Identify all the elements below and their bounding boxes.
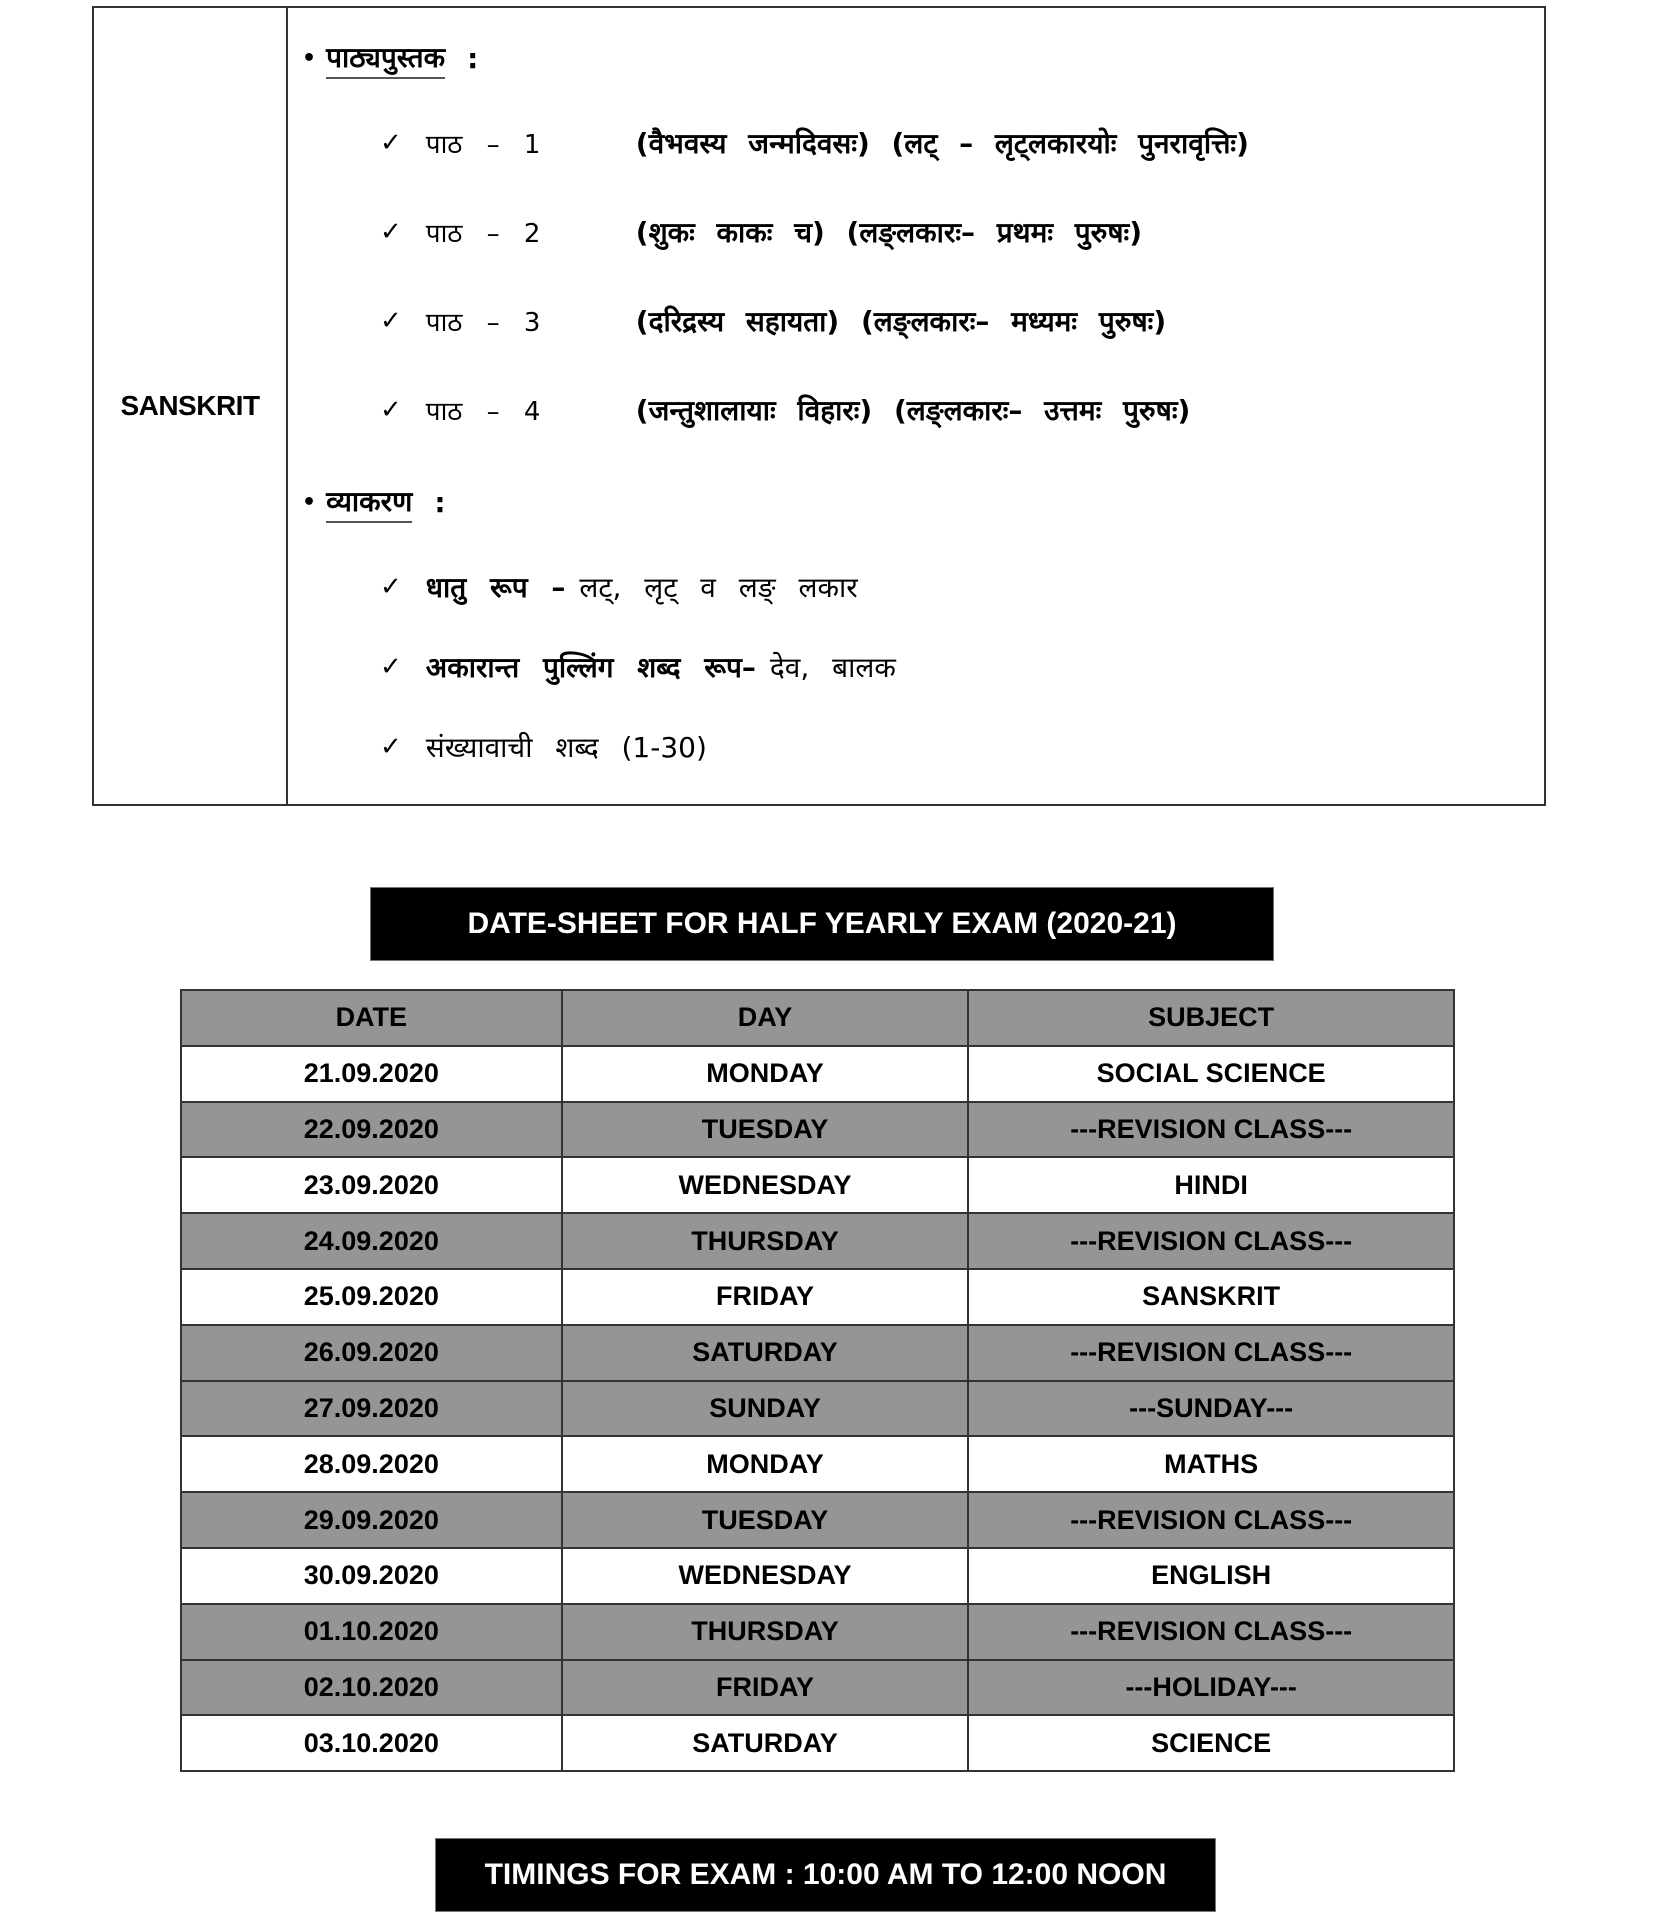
textbook-heading: • पाठ्यपुस्तक : bbox=[302, 38, 478, 79]
lesson-item bbox=[380, 124, 1249, 162]
table-row bbox=[181, 1604, 1454, 1660]
lesson-label: पाठ – 3 bbox=[425, 308, 541, 338]
datesheet-table bbox=[180, 989, 1455, 1772]
datesheet-title: DATE-SHEET FOR HALF YEARLY EXAM (2020-21) bbox=[370, 887, 1274, 961]
table-row bbox=[181, 1548, 1454, 1604]
lesson-label: पाठ – 4 bbox=[425, 397, 541, 427]
cell-subject: ---SUNDAY--- bbox=[968, 1381, 1454, 1437]
bullet-icon: • bbox=[302, 46, 317, 71]
table-row bbox=[181, 1046, 1454, 1102]
grammar-item: ✓ धातु रूप – लट्, लृट् व लङ् लकार bbox=[380, 571, 858, 604]
grammar-item: ✓ अकारान्त पुल्लिंग शब्द रूप– देव, बालक bbox=[380, 651, 896, 684]
check-icon: ✓ bbox=[380, 128, 402, 158]
cell-day: MONDAY bbox=[562, 1436, 969, 1492]
check-icon: ✓ bbox=[380, 395, 402, 425]
cell-subject: ---REVISION CLASS--- bbox=[968, 1102, 1454, 1158]
cell-subject: MATHS bbox=[968, 1436, 1454, 1492]
table-row bbox=[181, 1381, 1454, 1437]
syllabus-content bbox=[288, 8, 1544, 804]
table-row bbox=[181, 1436, 1454, 1492]
table-row bbox=[181, 1102, 1454, 1158]
cell-subject: ---REVISION CLASS--- bbox=[968, 1325, 1454, 1381]
check-icon: ✓ bbox=[380, 652, 402, 682]
cell-day: TUESDAY bbox=[562, 1492, 969, 1548]
cell-day: TUESDAY bbox=[562, 1102, 969, 1158]
textbook-heading-text: पाठ्यपुस्तक bbox=[326, 38, 445, 79]
bullet-icon: • bbox=[302, 490, 317, 515]
grammar-heading-text: व्याकरण bbox=[326, 482, 412, 523]
cell-subject: ---REVISION CLASS--- bbox=[968, 1213, 1454, 1269]
cell-day: WEDNESDAY bbox=[562, 1548, 969, 1604]
table-row bbox=[181, 1213, 1454, 1269]
grammar-heading: • व्याकरण : bbox=[302, 482, 446, 523]
cell-date: 23.09.2020 bbox=[181, 1157, 562, 1213]
cell-date: 01.10.2020 bbox=[181, 1604, 562, 1660]
cell-day: THURSDAY bbox=[562, 1213, 969, 1269]
check-icon: ✓ bbox=[380, 732, 402, 762]
lesson-title: (वैभवस्य जन्मदिवसः) (लट् – लृट्लकारयोः पुनरावृत्तिः) bbox=[635, 127, 1249, 160]
lesson-title: (शुकः काकः च) (लङ्लकारः– प्रथमः पुरुषः) bbox=[635, 216, 1143, 249]
lesson-item bbox=[380, 213, 1142, 251]
header-day: DAY bbox=[562, 990, 969, 1046]
cell-subject: ---REVISION CLASS--- bbox=[968, 1492, 1454, 1548]
exam-timing: TIMINGS FOR EXAM : 10:00 AM TO 12:00 NOON bbox=[435, 1838, 1216, 1912]
lesson-label: पाठ – 2 bbox=[425, 219, 541, 249]
cell-subject: SCIENCE bbox=[968, 1715, 1454, 1771]
cell-date: 03.10.2020 bbox=[181, 1715, 562, 1771]
cell-subject: ---HOLIDAY--- bbox=[968, 1660, 1454, 1716]
cell-date: 25.09.2020 bbox=[181, 1269, 562, 1325]
table-header-row bbox=[181, 990, 1454, 1046]
cell-date: 30.09.2020 bbox=[181, 1548, 562, 1604]
cell-day: WEDNESDAY bbox=[562, 1157, 969, 1213]
header-subject: SUBJECT bbox=[968, 990, 1454, 1046]
check-icon: ✓ bbox=[380, 306, 402, 336]
table-row bbox=[181, 1492, 1454, 1548]
cell-date: 29.09.2020 bbox=[181, 1492, 562, 1548]
cell-subject: HINDI bbox=[968, 1157, 1454, 1213]
cell-date: 28.09.2020 bbox=[181, 1436, 562, 1492]
table-row bbox=[181, 1157, 1454, 1213]
cell-date: 24.09.2020 bbox=[181, 1213, 562, 1269]
cell-subject: SANSKRIT bbox=[968, 1269, 1454, 1325]
cell-date: 26.09.2020 bbox=[181, 1325, 562, 1381]
lesson-title: (दरिद्रस्य सहायता) (लङ्लकारः– मध्यमः पुरुषः) bbox=[635, 305, 1167, 338]
grammar-item: ✓ संख्यावाची शब्द (1-30) bbox=[380, 731, 707, 764]
table-row bbox=[181, 1715, 1454, 1771]
cell-subject: ENGLISH bbox=[968, 1548, 1454, 1604]
cell-date: 27.09.2020 bbox=[181, 1381, 562, 1437]
lesson-label: पाठ – 1 bbox=[425, 130, 541, 160]
cell-day: SATURDAY bbox=[562, 1715, 969, 1771]
syllabus-table bbox=[92, 6, 1546, 806]
table-row bbox=[181, 1660, 1454, 1716]
cell-subject: ---REVISION CLASS--- bbox=[968, 1604, 1454, 1660]
header-date: DATE bbox=[181, 990, 562, 1046]
cell-day: FRIDAY bbox=[562, 1269, 969, 1325]
subject-name: SANSKRIT bbox=[94, 8, 288, 804]
check-icon: ✓ bbox=[380, 572, 402, 602]
cell-day: MONDAY bbox=[562, 1046, 969, 1102]
check-icon: ✓ bbox=[380, 217, 402, 247]
table-row bbox=[181, 1269, 1454, 1325]
cell-day: SUNDAY bbox=[562, 1381, 969, 1437]
cell-date: 22.09.2020 bbox=[181, 1102, 562, 1158]
lesson-title: (जन्तुशालायाः विहारः) (लङ्लकारः– उत्तमः पुरुषः) bbox=[635, 394, 1191, 427]
cell-day: FRIDAY bbox=[562, 1660, 969, 1716]
lesson-item bbox=[380, 391, 1190, 429]
cell-day: SATURDAY bbox=[562, 1325, 969, 1381]
cell-date: 21.09.2020 bbox=[181, 1046, 562, 1102]
cell-day: THURSDAY bbox=[562, 1604, 969, 1660]
table-row bbox=[181, 1325, 1454, 1381]
cell-subject: SOCIAL SCIENCE bbox=[968, 1046, 1454, 1102]
lesson-item bbox=[380, 302, 1166, 340]
cell-date: 02.10.2020 bbox=[181, 1660, 562, 1716]
